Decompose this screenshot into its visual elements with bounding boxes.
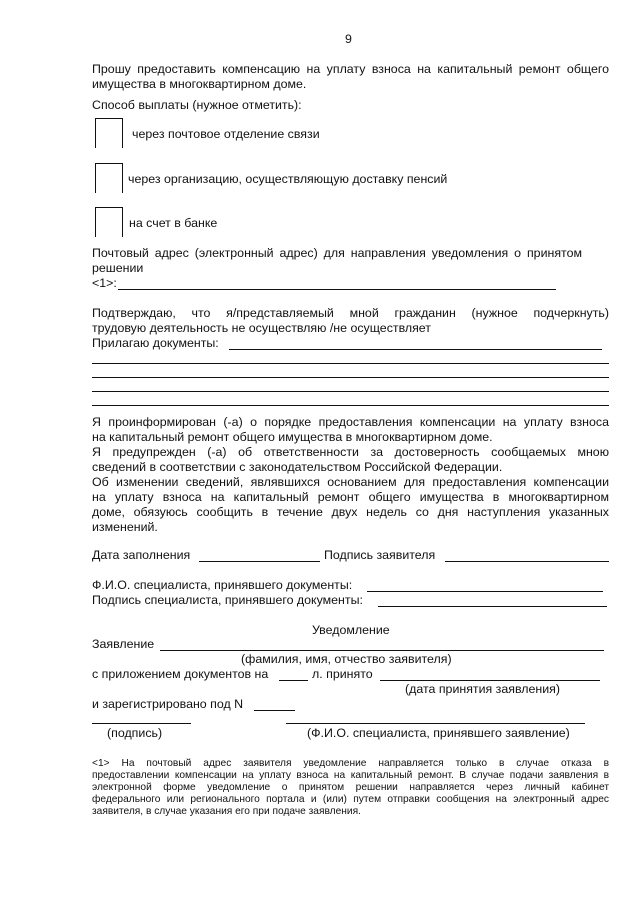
acceptance-date-field[interactable] [380, 680, 600, 681]
notice-title: Уведомление [312, 623, 390, 637]
pages-accepted-label: л. принято [312, 667, 373, 681]
checkbox-pension-delivery[interactable] [95, 163, 123, 193]
attach-field[interactable] [229, 349, 602, 350]
address-line-2: решении [92, 261, 144, 275]
specialist-signature-label: Подпись специалиста, принявшего документы: [92, 593, 363, 607]
informed-line-2: на капитальный ремонт общего имущества в многоквартирном доме. [92, 430, 493, 444]
attach-line-4[interactable] [92, 391, 609, 392]
footnote-line-5: заявителя, в случае указания его при подаче заявления. [92, 806, 361, 817]
pages-count-field[interactable] [279, 680, 308, 681]
attach-label: Прилагаю документы: [92, 336, 219, 350]
footnote-line-1: <1> На почтовый адрес заявителя уведомление направляется только в случае отказа в [92, 758, 609, 769]
specialist-fio-field[interactable] [367, 591, 603, 592]
payment-option-post: через почтовое отделение связи [132, 127, 320, 141]
informed-line-7: доме, обязуюсь сообщить в течение двух недель со дня наступления указанных [92, 505, 609, 519]
specialist-fio-caption: (Ф.И.О. специалиста, принявшего заявление) [307, 726, 570, 740]
checkbox-bank-account[interactable] [95, 207, 123, 237]
footnote-line-3: электронной форме уведомление о принятом решении направляется через личный кабинет [92, 782, 609, 793]
applicant-signature-label: Подпись заявителя [324, 548, 436, 562]
informed-line-6: на уплату взноса на капитальный ремонт общего имущества в многоквартирном [92, 490, 609, 504]
informed-line-5: Об изменении сведений, являвшихся основанием для предоставления компенсации [92, 475, 609, 489]
notice-specialist-fio-field[interactable] [286, 723, 585, 724]
informed-line-1: Я проинформирован (-а) о порядке предоставления компенсации на уплату взноса [92, 415, 609, 429]
payment-heading: Способ выплаты (нужное отметить): [92, 98, 302, 112]
footnote-line-4: федерального или регионального портала и (или) путем отправки сообщения на электронный адрес [92, 794, 609, 805]
address-footnote-ref: <1>: [92, 276, 117, 290]
acceptance-date-caption: (дата принятия заявления) [405, 682, 560, 696]
attach-line-3[interactable] [92, 377, 609, 378]
page-number: 9 [345, 32, 352, 46]
informed-line-3: Я предупрежден (-а) об ответственности за достоверность сообщаемых мною [92, 445, 609, 459]
confirm-line-1: Подтверждаю, что я/представляемый мной гражданин (нужное подчеркнуть) [92, 306, 609, 320]
signature-caption: (подпись) [107, 726, 163, 740]
applicant-fio-field[interactable] [160, 650, 604, 651]
payment-option-pension: через организацию, осуществляющую доставку пенсий [128, 172, 448, 186]
registered-label: и зарегистрировано под N [92, 697, 244, 711]
applicant-fio-caption: (фамилия, имя, отчество заявителя) [241, 652, 452, 666]
checkbox-post-office[interactable] [95, 118, 123, 148]
intro-line-1: Прошу предоставить компенсацию на уплату взноса на капитальный ремонт общего [92, 62, 609, 76]
payment-option-bank: на счет в банке [129, 216, 218, 230]
registration-number-field[interactable] [254, 710, 295, 711]
address-line-1: Почтовый адрес (электронный адрес) для направления уведомления о принятом [92, 246, 582, 260]
date-label: Дата заполнения [92, 548, 191, 562]
notice-signature-field[interactable] [92, 723, 191, 724]
informed-line-8: изменений. [92, 520, 158, 534]
with-docs-label: с приложением документов на [92, 667, 269, 681]
confirm-line-2: трудовую деятельность не осуществляю /не осуществляет [92, 321, 431, 335]
address-field[interactable] [118, 289, 556, 290]
applicant-signature-field[interactable] [445, 561, 609, 562]
attach-line-2[interactable] [92, 363, 609, 364]
footnote-line-2: предоставлении компенсации на уплату взноса на капитальный ремонт. В случае подачи заявления в [92, 770, 609, 781]
specialist-signature-field[interactable] [378, 606, 607, 607]
specialist-fio-label: Ф.И.О. специалиста, принявшего документы: [92, 578, 353, 592]
date-field[interactable] [199, 561, 320, 562]
informed-line-4: сведений в соответствии с законодательством Российской Федерации. [92, 460, 503, 474]
statement-label: Заявление [92, 637, 155, 651]
attach-line-5[interactable] [92, 405, 609, 406]
intro-line-2: имущества в многоквартирном доме. [92, 77, 307, 91]
